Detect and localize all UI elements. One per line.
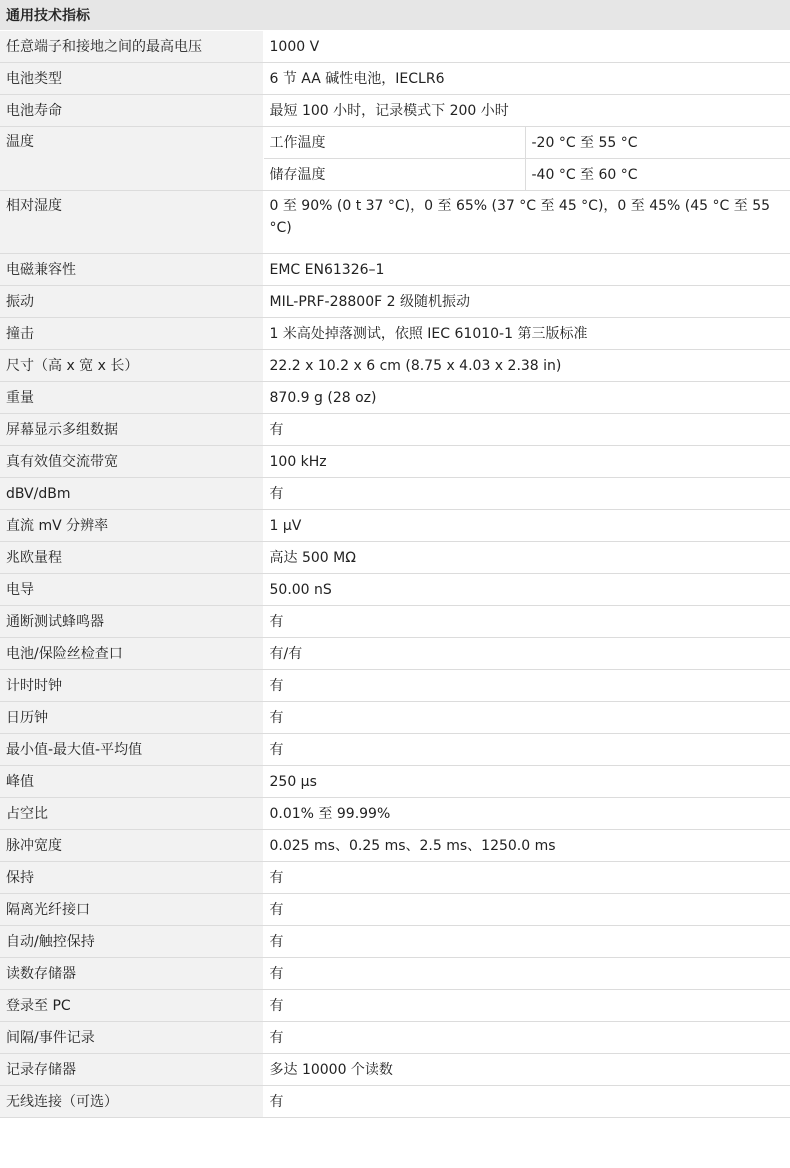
spec-label: 电池类型 (0, 63, 263, 95)
spec-value: 高达 500 MΩ (263, 542, 790, 574)
spec-value: 有 (263, 1022, 790, 1054)
table-row (0, 574, 790, 606)
spec-value: 50.00 nS (263, 574, 790, 606)
spec-value: 有 (263, 670, 790, 702)
spec-label: 登录至 PC (0, 990, 263, 1022)
table-row (0, 1086, 790, 1118)
spec-value: 1000 V (263, 31, 790, 63)
spec-label: 直流 mV 分辨率 (0, 510, 263, 542)
spec-label: 自动/触控保持 (0, 926, 263, 958)
spec-label: 最小值-最大值-平均值 (0, 734, 263, 766)
spec-value: MIL-PRF-28800F 2 级随机振动 (263, 286, 790, 318)
operating-temp-value: -20 °C 至 55 °C (525, 127, 790, 159)
spec-label: 振动 (0, 286, 263, 318)
table-row (0, 958, 790, 990)
spec-value: 有 (263, 414, 790, 446)
spec-value: 100 kHz (263, 446, 790, 478)
spec-label: 峰值 (0, 766, 263, 798)
spec-label: 日历钟 (0, 702, 263, 734)
storage-temp-label: 储存温度 (263, 159, 525, 191)
spec-value: 0.025 ms、0.25 ms、2.5 ms、1250.0 ms (263, 830, 790, 862)
temperature-label: 温度 (0, 127, 263, 191)
table-row (0, 638, 790, 670)
spec-value: 有 (263, 1086, 790, 1118)
table-row (0, 702, 790, 734)
table-row (0, 414, 790, 446)
spec-value: 多达 10000 个读数 (263, 1054, 790, 1086)
spec-label: 无线连接（可选） (0, 1086, 263, 1118)
table-row (0, 350, 790, 382)
spec-label: 屏幕显示多组数据 (0, 414, 263, 446)
storage-temp-value: -40 °C 至 60 °C (525, 159, 790, 191)
spec-label: 计时时钟 (0, 670, 263, 702)
table-row (0, 95, 790, 127)
table-row (0, 734, 790, 766)
spec-label: 记录存储器 (0, 1054, 263, 1086)
spec-value: 250 µs (263, 766, 790, 798)
table-row (0, 542, 790, 574)
table-row (0, 670, 790, 702)
operating-temp-label: 工作温度 (263, 127, 525, 159)
table-row (0, 766, 790, 798)
table-header-row (0, 0, 790, 31)
spec-value: 0.01% 至 99.99% (263, 798, 790, 830)
spec-label: 任意端子和接地之间的最高电压 (0, 31, 263, 63)
spec-label: 撞击 (0, 318, 263, 350)
spec-value: 有 (263, 702, 790, 734)
table-row (0, 63, 790, 95)
table-row (0, 446, 790, 478)
spec-label: 电池/保险丝检查口 (0, 638, 263, 670)
spec-label: 隔离光纤接口 (0, 894, 263, 926)
table-row (0, 382, 790, 414)
table-row (0, 990, 790, 1022)
spec-label: dBV/dBm (0, 478, 263, 510)
table-row (0, 254, 790, 286)
spec-label: 电池寿命 (0, 95, 263, 127)
spec-label: 占空比 (0, 798, 263, 830)
spec-value: 有 (263, 478, 790, 510)
table-row (0, 862, 790, 894)
spec-value: 有 (263, 734, 790, 766)
spec-value: 有 (263, 990, 790, 1022)
table-row (0, 286, 790, 318)
table-row (0, 606, 790, 638)
spec-label: 重量 (0, 382, 263, 414)
spec-value: 有 (263, 862, 790, 894)
spec-value: 最短 100 小时，记录模式下 200 小时 (263, 95, 790, 127)
table-row (0, 31, 790, 63)
spec-value: 有 (263, 958, 790, 990)
spec-label: 保持 (0, 862, 263, 894)
spec-label: 通断测试蜂鸣器 (0, 606, 263, 638)
spec-value: 870.9 g (28 oz) (263, 382, 790, 414)
spec-label: 电磁兼容性 (0, 254, 263, 286)
spec-value: 6 节 AA 碱性电池，IECLR6 (263, 63, 790, 95)
table-row (0, 191, 790, 254)
table-row (0, 510, 790, 542)
table-row (0, 1054, 790, 1086)
spec-label: 兆欧量程 (0, 542, 263, 574)
table-row-temperature (0, 127, 790, 159)
spec-value: EMC EN61326–1 (263, 254, 790, 286)
spec-value: 1 米高处掉落测试，依照 IEC 61010-1 第三版标准 (263, 318, 790, 350)
table-row (0, 798, 790, 830)
table-row (0, 318, 790, 350)
spec-value: 22.2 x 10.2 x 6 cm (8.75 x 4.03 x 2.38 in) (263, 350, 790, 382)
table-row (0, 894, 790, 926)
table-row (0, 830, 790, 862)
spec-value: 0 至 90% (0 t 37 °C)，0 至 65% (37 °C 至 45 °C)，0 至 45% (45 °C 至 55 °C) (263, 191, 790, 254)
spec-label: 脉冲宽度 (0, 830, 263, 862)
table-row (0, 478, 790, 510)
spec-label: 尺寸（高 x 宽 x 长） (0, 350, 263, 382)
spec-label: 间隔/事件记录 (0, 1022, 263, 1054)
spec-label: 电导 (0, 574, 263, 606)
spec-value: 有 (263, 894, 790, 926)
spec-value: 1 µV (263, 510, 790, 542)
spec-label: 读数存储器 (0, 958, 263, 990)
table-row (0, 926, 790, 958)
table-row (0, 1022, 790, 1054)
table-title: 通用技术指标 (0, 0, 790, 31)
spec-value: 有 (263, 926, 790, 958)
spec-value: 有 (263, 606, 790, 638)
spec-value: 有/有 (263, 638, 790, 670)
spec-label: 相对湿度 (0, 191, 263, 254)
spec-label: 真有效值交流带宽 (0, 446, 263, 478)
